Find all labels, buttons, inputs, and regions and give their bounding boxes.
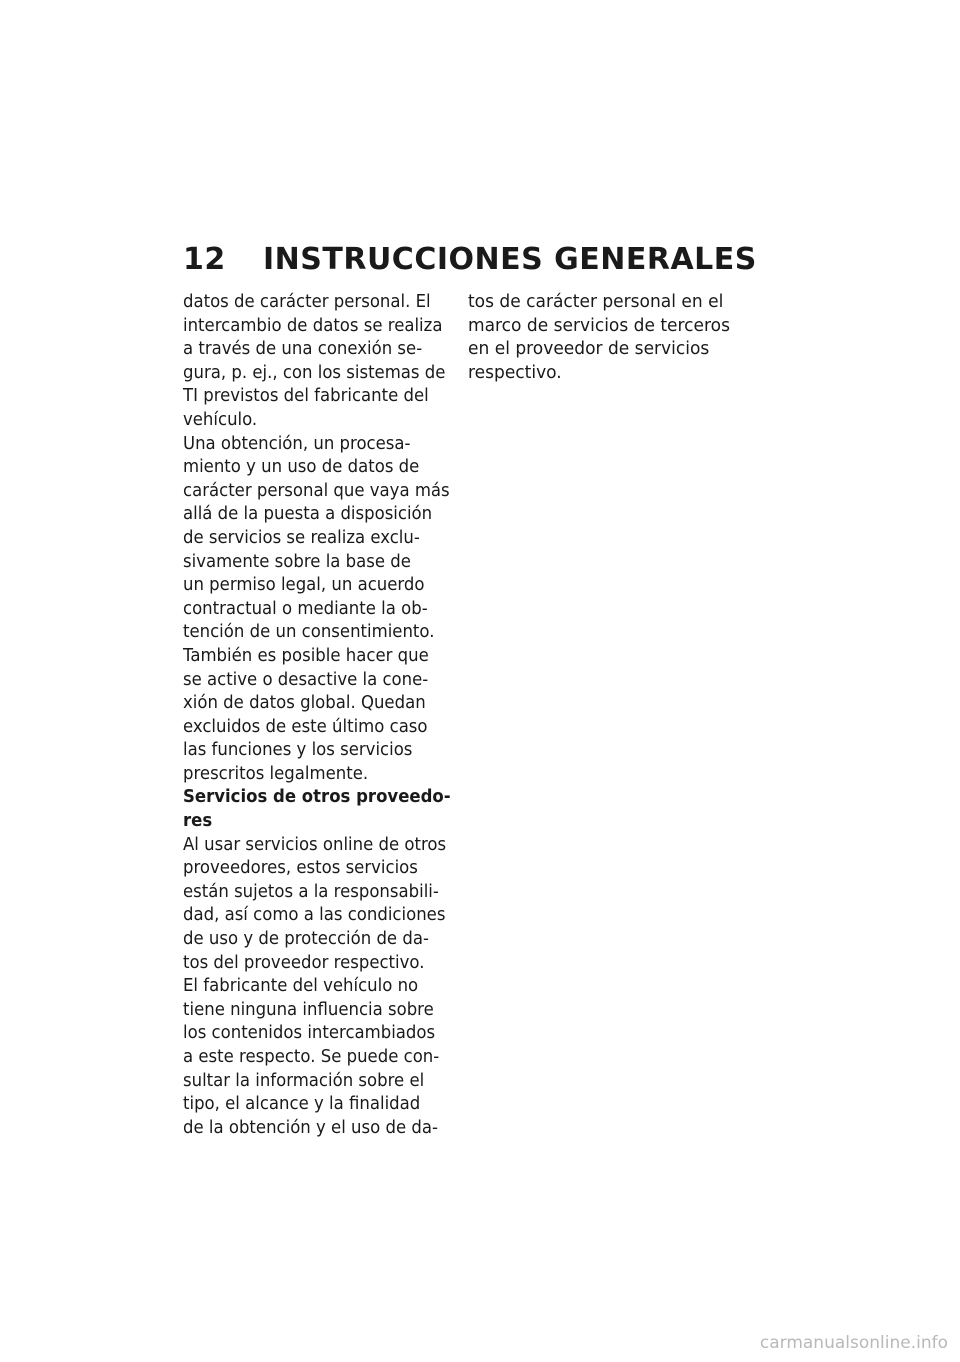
text-line: dad, así como a las condiciones (183, 905, 446, 926)
text-line: tos del proveedor respectivo. (183, 952, 425, 973)
left-text-column (183, 291, 467, 1140)
text-line: vehículo. (183, 409, 258, 430)
text-line: tipo, el alcance y la finalidad (183, 1094, 421, 1115)
text-line: a través de una conexión se- (183, 339, 423, 360)
page-number: 12 (183, 242, 226, 277)
text-line: gura, p. ej., con los sistemas de (183, 362, 446, 383)
text-line: marco de servicios de terceros (468, 315, 730, 336)
text-line: tención de un consentimiento. (183, 622, 435, 643)
subheading-line: Servicios de otros proveedo- (183, 787, 451, 808)
text-line: las funciones y los servicios (183, 740, 413, 761)
text-line: sultar la información sobre el (183, 1070, 425, 1091)
text-line: respectivo. (468, 362, 562, 383)
text-line: los contenidos intercambiados (183, 1023, 436, 1044)
text-line: allá de la puesta a disposición (183, 504, 433, 525)
text-line: de servicios se realiza exclu- (183, 527, 420, 548)
text-line: sivamente sobre la base de (183, 551, 411, 572)
text-line: tiene ninguna influencia sobre (183, 999, 434, 1020)
text-line: Al usar servicios online de otros (183, 834, 447, 855)
section-title: INSTRUCCIONES GENERALES (263, 242, 757, 277)
text-line: tos de carácter personal en el (468, 292, 724, 312)
page-header (183, 242, 757, 277)
text-line: intercambio de datos se realiza (183, 315, 443, 336)
text-line: prescritos legalmente. (183, 763, 369, 784)
text-line: Una obtención, un procesa- (183, 433, 411, 454)
text-line: miento y un uso de datos de (183, 457, 420, 478)
text-line: se active o desactive la cone- (183, 669, 429, 690)
text-line: a este respecto. Se puede con- (183, 1047, 440, 1067)
text-line: proveedores, estos servicios (183, 858, 418, 879)
text-line: en el proveedor de servicios (468, 339, 710, 360)
subheading-line: res (183, 811, 213, 832)
text-line: un permiso legal, un acuerdo (183, 575, 425, 596)
text-line: excluidos de este último caso (183, 716, 428, 737)
text-line: El fabricante del vehículo no (183, 976, 419, 997)
text-line: de la obtención y el uso de da- (183, 1117, 438, 1138)
text-line: datos de carácter personal. El (183, 292, 431, 312)
text-line: contractual o mediante la ob- (183, 598, 428, 619)
text-line: TI previstos del fabricante del (183, 386, 429, 407)
text-line: xión de datos global. Quedan (183, 693, 426, 714)
text-line: de uso y de protección de da- (183, 929, 429, 950)
text-line: están sujetos a la responsabili- (183, 881, 439, 902)
text-line: También es posible hacer que (183, 645, 429, 666)
text-line: carácter personal que vaya más (183, 480, 450, 501)
watermark[interactable]: carmanualsonline.info (759, 1333, 948, 1353)
right-text-column (468, 291, 737, 385)
